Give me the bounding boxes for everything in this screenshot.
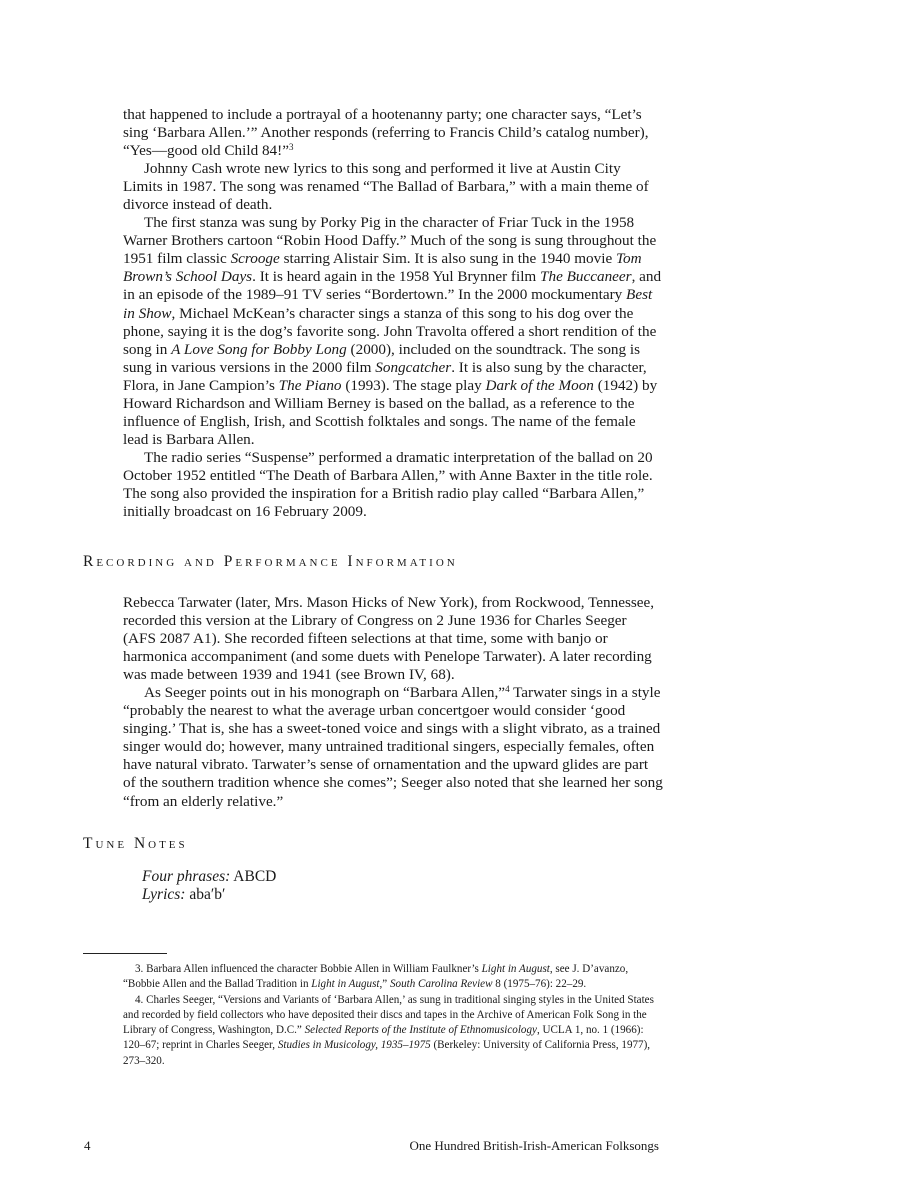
- footnote-ref-3[interactable]: 3: [288, 142, 294, 153]
- section-heading-tune-notes: Tune Notes: [83, 835, 188, 852]
- footnote-3: 3. Barbara Allen influenced the character Bobbie Allen in William Faulkner’s Light in August, see J. D’avanzo, “Bobbie Allen and the Ballad Tradition in Light in August,” South Carolina Review 8 (1975–76): 22–29.: [123, 963, 629, 991]
- running-title: One Hundred British-Irish-American Folksongs: [409, 1138, 659, 1153]
- paragraph-films: The first stanza was sung by Porky Pig in the character of Friar Tuck in the 1958 Warner Brothers cartoon “Robin Hood Daffy.” Much of the song is sung throughout the 1951 film classic Scrooge starring Alistair Sim. It is also sung in the 1940 movie Tom Brown’s School Days. It is heard again in the 1958 Yul Brynner film The Buccaneer, and in an episode of the 1989–91 TV series “Bordertown.” In the 2000 mockumentary Best in Show, Michael McKean’s character sings a stanza of this song to his dog over the phone, saying it is the dog’s favorite song. John Travolta offered a short rendition of the song in A Love Song for Bobby Long (2000), included on the soundtrack. The song is sung in various versions in the 2000 film Songcatcher. It is also sung by the character, Flora, in Jane Campion’s The Piano (1993). The stage play Dark of the Moon (1942) by Howard Richardson and William Berney is based on the ballad, as a reference to the influence of English, Irish, and Scottish folktales and songs. The name of the female lead is Barbara Allen.: [123, 214, 662, 448]
- footnotes: [123, 962, 655, 1069]
- paragraph-johnny-cash: Johnny Cash wrote new lyrics to this song and performed it live at Austin City Limits in 1987. The song was renamed “The Ballad of Barbara,” with a main theme of divorce instead of death.: [123, 160, 649, 214]
- tune-notes: [142, 868, 276, 904]
- section-heading-recording: Recording and Performance Information: [83, 553, 458, 570]
- paragraph-seeger: As Seeger points out in his monograph on “Barbara Allen,”$^4$ Tarwater sings in a style “probably the nearest to what the average urban concertgoer would consider ‘good singing.’ That is, she has a sweet-toned voice and sings with a slight vibrato, as a trained singer would do; however, many untrained traditional singers, especially females, often have natural vibrato. Tarwater’s sense of ornamentation and the upward glides are part of the southern tradition whence she comes”; Seeger also noted that she learned her song “from an elderly relative.”: [123, 684, 663, 810]
- footnote-ref-4[interactable]: 4: [505, 684, 510, 695]
- tune-phrases: Four phrases: ABCD: [142, 868, 277, 885]
- paragraph-hootenanny: that happened to include a portrayal of a hootenanny party; one character says, “Let’s sing ‘Barbara Allen.’” Another responds (referring to Francis Child’s catalog number), “Yes—good old Child 84!”$^3$: [123, 106, 649, 160]
- main-text: [123, 106, 663, 521]
- tune-lyrics: Lyrics: aba′b′: [142, 886, 226, 903]
- footnote-4: 4. Charles Seeger, “Versions and Variants of ‘Barbara Allen,’ as sung in traditional singing styles in the United States and recorded by field collectors who have deposited their discs and tapes in the Archive of American Folk Song in the Library of Congress, Washington, D.C.” Selected Reports of the Institute of Ethnomusicology, UCLA 1, no. 1 (1966): 120–67; reprint in Charles Seeger, Studies in Musicology, 1935–1975 (Berkeley: University of California Press, 1977), 273–320.: [123, 993, 654, 1067]
- recording-text: [123, 594, 663, 811]
- paragraph-tarwater: Rebecca Tarwater (later, Mrs. Mason Hicks of New York), from Rockwood, Tennessee, recorded this version at the Library of Congress on 2 June 1936 for Charles Seeger (AFS 2087 A1). She recorded fifteen selections at that time, some with banjo or harmonica accompaniment (and some duets with Penelope Tarwater). A later recording was made between 1939 and 1941 (see Brown IV, 68).: [123, 594, 655, 684]
- page-number: 4: [84, 1138, 91, 1153]
- paragraph-radio: The radio series “Suspense” performed a dramatic interpretation of the ballad on 20 October 1952 entitled “The Death of Barbara Allen,” with Anne Baxter in the title role. The song also provided the inspiration for a British radio play called “Barbara Allen,” initially broadcast on 16 February 2009.: [123, 448, 653, 521]
- footnote-divider: [83, 953, 167, 954]
